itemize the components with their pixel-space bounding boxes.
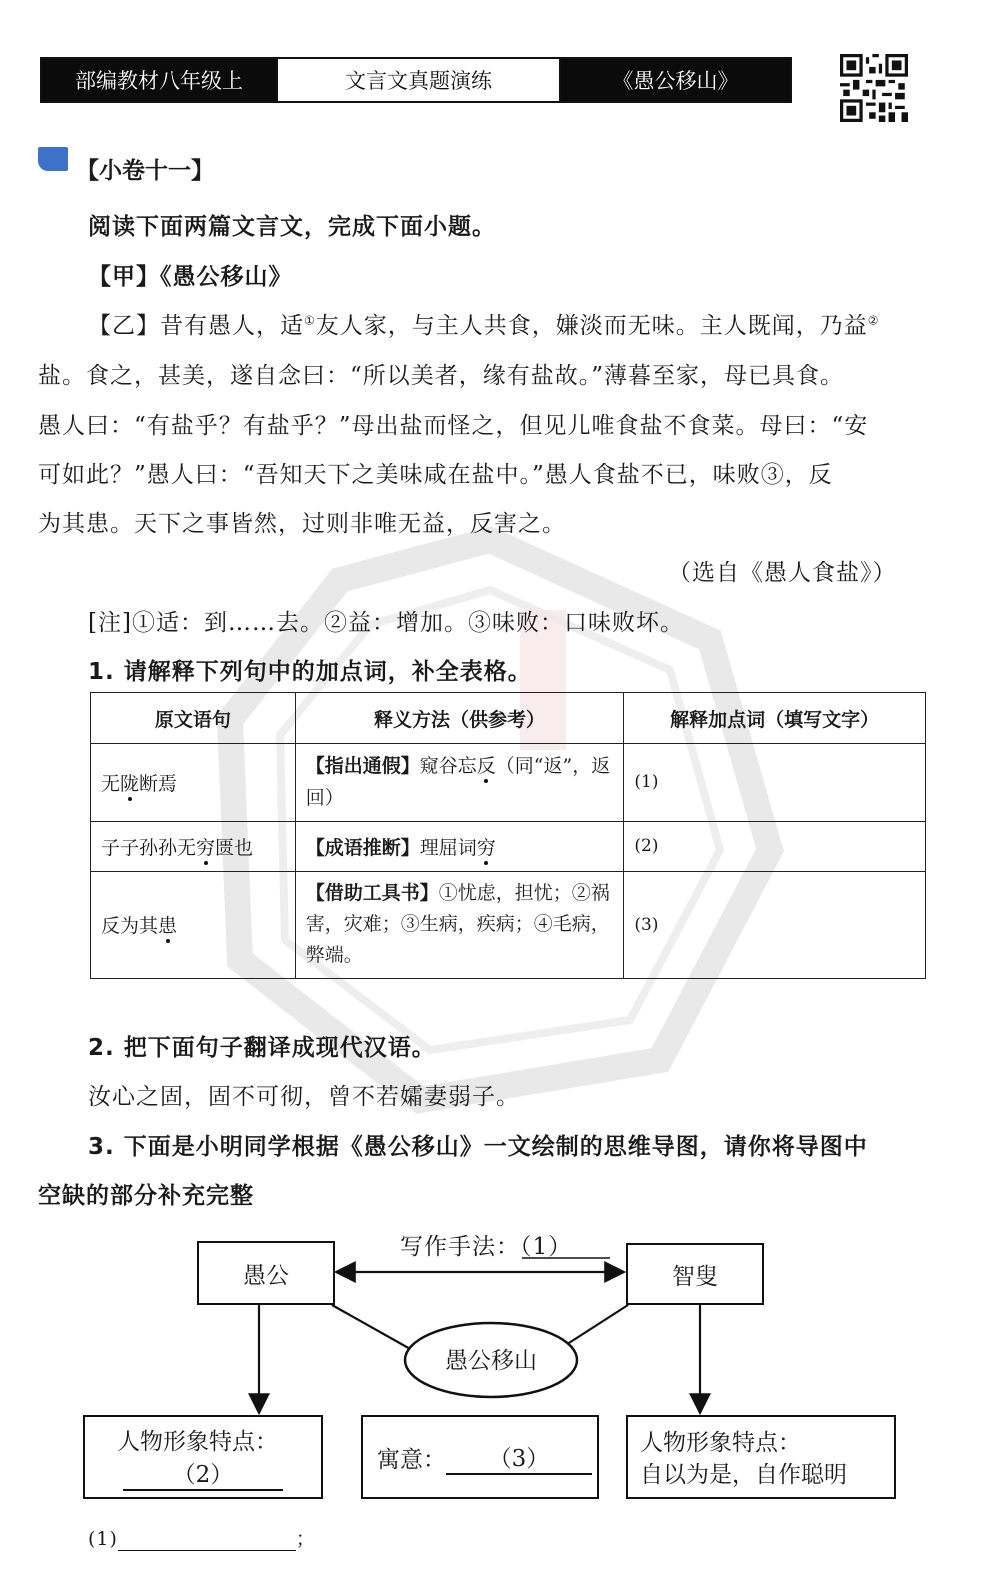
qr-code-icon [840,54,908,122]
q2-sentence: 汝心之固，固不可彻，曾不若孀妻弱子。 [88,1084,520,1110]
table-cell-sentence: 子子孙孙无穷匮也 [91,821,296,871]
table-cell-method: 【成语推断】理屈词穷 [295,821,624,871]
section-title: 【小卷十一】 [76,158,214,184]
table-row [91,744,926,822]
q3-title-line2: 空缺的部分补充完整 [38,1183,254,1209]
writing-technique-label: 写作手法：（1） [400,1234,573,1260]
text-yi-line2: 盐。食之，甚美，遂自念曰：“所以美者，缘有盐故。”薄暮至家，母已具食。 [38,363,845,389]
text-yi-line3: 愚人曰：“有盐乎？有盐乎？”母出盐而怪之，但见儿唯食盐不食菜。母曰：“安 [38,413,869,439]
table-header: 原文语句 [91,693,296,744]
vocab-table [90,692,926,979]
answer-blank-1[interactable]: (1) [624,744,926,822]
q2-title: 2. 把下面句子翻译成现代汉语。 [88,1035,436,1061]
answer-blank-line[interactable] [118,1528,296,1551]
table-cell-sentence: 反为其患 [91,871,296,978]
table-row [91,871,926,978]
yugong-traits-box: 人物形象特点： （2） [83,1415,323,1499]
dotted-word: 患 [158,915,178,938]
header-grade: 部编教材八年级上 [42,59,276,101]
zhisou-node: 智叟 [626,1243,764,1305]
dotted-word: 穷 [196,836,216,859]
dotted-word: 陇 [120,772,140,795]
section-flag-icon [38,147,68,171]
table-header: 解释加点词（填写文字） [624,693,926,744]
instruction: 阅读下面两篇文言文，完成下面小题。 [88,214,496,240]
yugong-traits-blank[interactable]: （2） [123,1456,283,1491]
table-header: 释义方法（供参考） [295,693,624,744]
table-row [91,821,926,871]
zhisou-traits-box: 人物形象特点： 自以为是，自作聪明 [626,1415,896,1499]
center-node: 愚公移山 [445,1348,537,1374]
text-jia: 【甲】《愚公移山》 [88,264,293,290]
table-header-row [91,693,926,744]
q1-title: 1. 请解释下列句中的加点词，补全表格。 [88,659,532,685]
answer-line-1: (1) ； [88,1528,316,1550]
moral-box: 寓意： （3） [361,1415,599,1499]
header-lesson: 《愚公移山》 [561,59,790,101]
text-source: （选自《愚人食盐》） [668,560,897,586]
text-yi-line1: 【乙】昔有愚人，适①友人家，与主人共食，嫌淡而无味。主人既闻，乃益② [88,313,880,339]
q3-title-line1: 3. 下面是小明同学根据《愚公移山》一文绘制的思维导图，请你将导图中 [88,1134,868,1160]
text-yi-line5: 为其患。天下之事皆然，过则非唯无益，反害之。 [38,511,566,537]
header-topic: 文言文真题演练 [276,59,561,101]
text-yi-line4: 可如此？”愚人曰：“吾知天下之美味咸在盐中。”愚人食盐不已，味败③，反 [38,462,833,488]
writing-technique-blank[interactable]: （1） [520,1234,573,1260]
table-cell-method: 【指出通假】窥谷忘反（同“返”，返回） [295,744,624,822]
yugong-node: 愚公 [197,1241,335,1305]
table-cell-method: 【借助工具书】①忧虑，担忧；②祸害，灾难；③生病，疾病；④毛病，弊端。 [295,871,624,978]
moral-blank[interactable]: （3） [446,1440,592,1475]
header-bar [40,57,792,103]
answer-blank-3[interactable]: (3) [624,871,926,978]
annotation-note: [注]①适：到……去。②益：增加。③味败：口味败坏。 [88,610,684,636]
answer-blank-2[interactable]: (2) [624,821,926,871]
table-cell-sentence: 无陇断焉 [91,744,296,822]
